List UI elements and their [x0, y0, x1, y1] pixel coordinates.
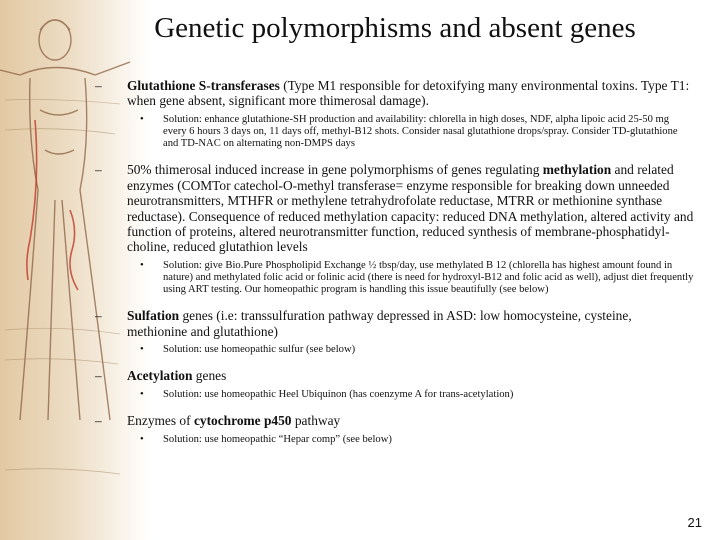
sub-item [95, 389, 695, 401]
list-item [95, 308, 695, 339]
dash-marker: – [95, 78, 102, 93]
dash-marker: – [95, 162, 102, 178]
bullet-marker: • [140, 344, 144, 356]
sub-item-text: Solution: enhance glutathione-SH production and availability: chlorella in high doses, NDF, alpha lipoic acid 25-50 mg every 6 hours 3 days on, 11 days off, methyl-B12 shots. Consider nasal glutathione drops/spray. Consider TD-glutathione and TD-NAC on alternating non-DMPS days [163, 113, 678, 150]
item-text: genes [192, 368, 227, 384]
dash-marker: – [95, 413, 102, 429]
item-text: (Type M1 responsible for detoxifying many environmental toxins. Type T1: when gene absent, significant more thimerosal damage). [127, 78, 690, 109]
item-bold-text: cytochrome p450 [193, 413, 292, 429]
sub-item [95, 344, 695, 356]
list-item [95, 368, 695, 383]
item-pre-text: 50% thimerosal induced increase in gene polymorphisms of genes regulating [127, 162, 543, 178]
item-text: genes (i.e: transsulfuration pathway depressed in ASD: low homocysteine, cysteine, methionine and glutathione) [127, 308, 632, 339]
list-item [95, 78, 695, 109]
sub-item [95, 114, 695, 151]
item-pre-text: Enzymes of [127, 413, 194, 429]
item-text: and related enzymes (COMTor catechol-O-methyl transferase= enzyme responsible for breaking down unneeded neurotransmitters, MTHFR or methylene tetrahydrofolate reductase, MTRR or methionine synthase reductase). Consequence of reduced methylation capacity: reduced DNA methylation, altered activity and function of proteins, altered neurotransmitter function, reduced synthesis of membrane-phosphatidyl-choline, reduced glutathion levels [127, 162, 694, 255]
page-number: 21 [687, 515, 702, 530]
sub-item [95, 434, 695, 446]
dash-marker: – [95, 368, 102, 384]
item-bold-text: methylation [542, 162, 612, 178]
sub-item-text: Solution: use homeopathic sulfur (see below) [163, 344, 356, 356]
bullet-marker: • [140, 113, 144, 125]
item-bold-text: Acetylation [127, 368, 193, 384]
sub-item-text: Solution: use homeopathic “Hepar comp” (see below) [163, 433, 392, 445]
sub-item-text: Solution: give Bio.Pure Phospholipid Exchange ½ tbsp/day, use methylated B 12 (chlorella has highest amount found in nature) and methylated folic acid or folinic acid (there is need for hydroxyl-B12 and folic acid as well), adjust diet frequently using ART testing. Our homeopathic program is handling this issue beautifully (see below) [163, 259, 694, 296]
item-bold-text: Glutathione S-transferases [127, 78, 280, 93]
dash-marker: – [95, 308, 102, 324]
bullet-marker: • [140, 259, 144, 271]
bullet-marker: • [140, 433, 144, 445]
sub-item [95, 260, 695, 297]
item-text: pathway [291, 413, 341, 429]
list-item [95, 162, 695, 254]
page-title: Genetic polymorphisms and absent genes [154, 12, 636, 44]
list-item [95, 413, 695, 428]
sub-item-text: Solution: use homeopathic Heel Ubiquinon (has coenzyme A for trans-acetylation) [163, 388, 514, 400]
item-bold-text: Sulfation [127, 308, 180, 324]
content-list [95, 78, 695, 458]
bullet-marker: • [140, 388, 144, 400]
